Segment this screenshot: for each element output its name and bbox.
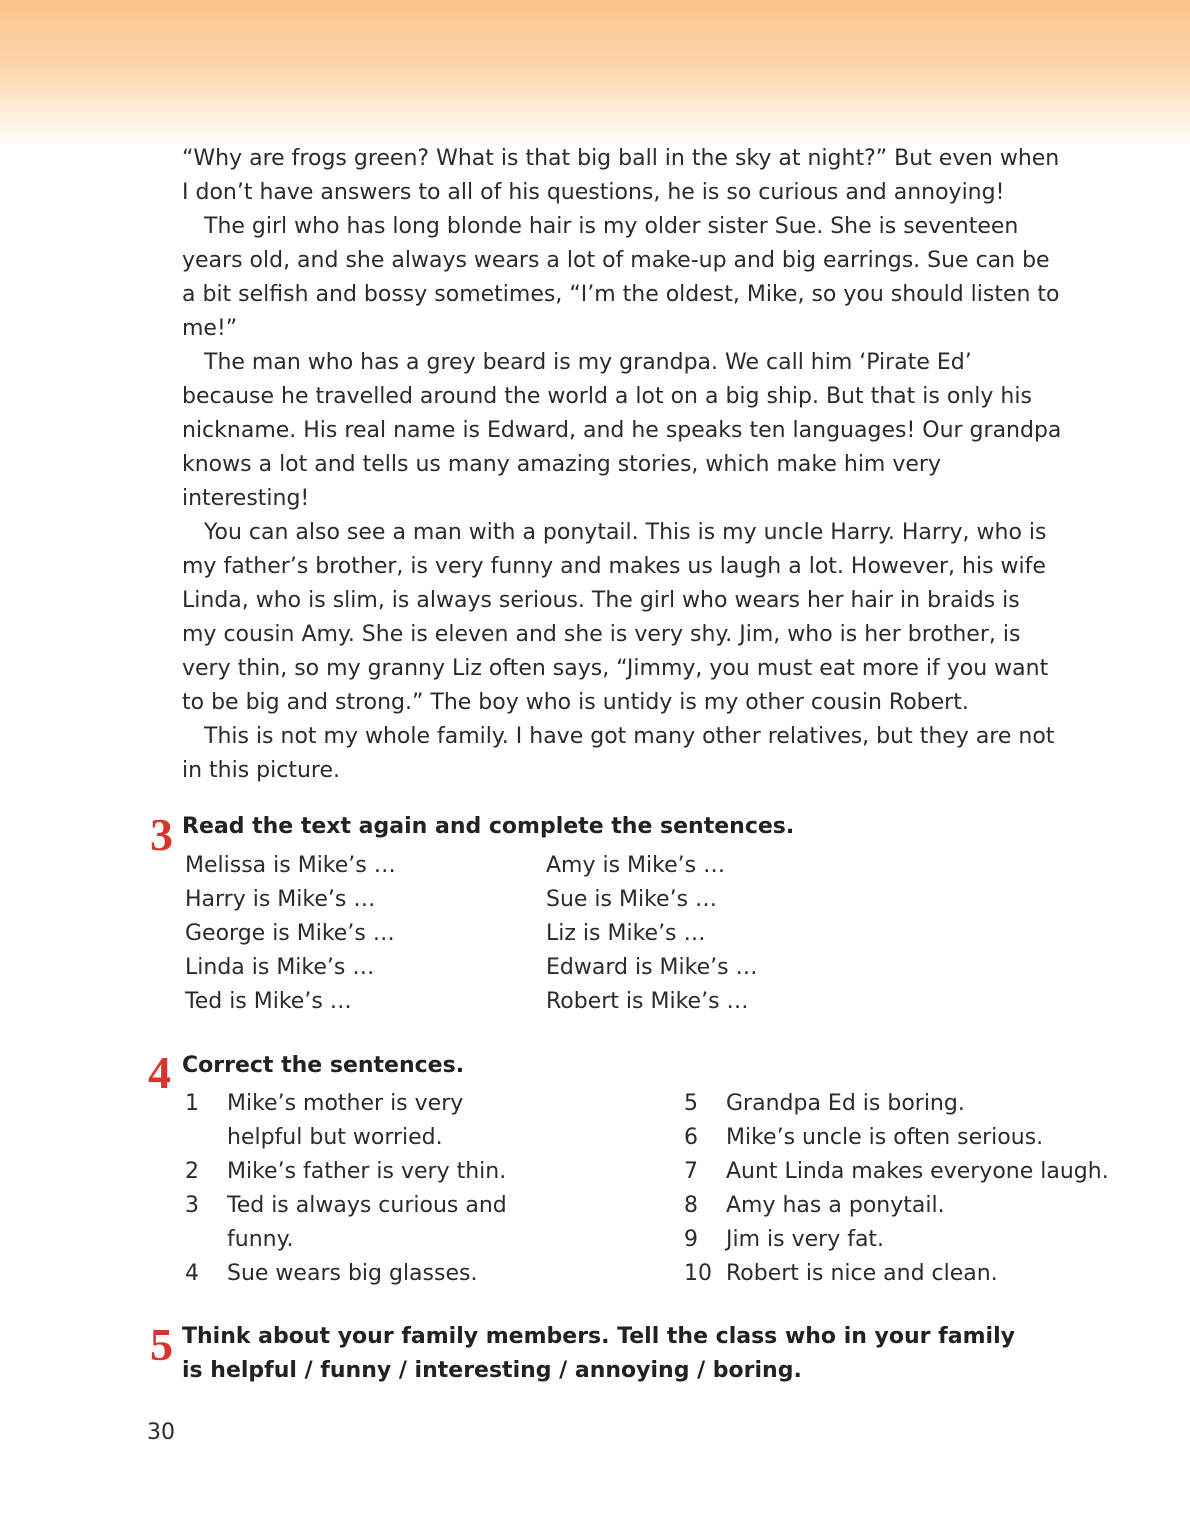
exercise-4-title: Correct the sentences. [182,1053,465,1078]
exercise-4-item [185,1155,507,1189]
exercise-3-right-column [546,849,758,1019]
item-number: 1 [185,1091,199,1116]
story-paragraph [182,142,1062,210]
exercise-4-item [185,1121,507,1155]
story-line: knows a lot and tells us many amazing stories, which make him very [182,452,941,477]
story-paragraph [182,346,1062,516]
exercise-3-sentence: Melissa is Mike’s … [185,853,396,878]
story-line: me!” [182,316,238,341]
exercise-4-item [684,1121,1109,1155]
item-text: Mike’s father is very thin. [227,1159,507,1184]
story-line: This is not my whole family. I have got many other relatives, but they are not [204,724,1055,749]
exercise-4-left-column [185,1087,507,1291]
story-line: The girl who has long blonde hair is my older sister Sue. She is seventeen [204,214,1019,239]
item-number: 9 [684,1227,698,1252]
exercise-3-title: Read the text again and complete the sentences. [182,814,795,839]
story-paragraph [182,210,1062,346]
item-number: 8 [684,1193,698,1218]
item-text: Mike’s mother is very [227,1091,464,1116]
exercise-3-sentence: George is Mike’s … [185,921,395,946]
exercise-4-item [185,1087,507,1121]
exercise-5-title-line: Think about your family members. Tell the class who in your family [182,1324,1015,1349]
item-number: 10 [684,1261,712,1286]
exercise-3-sentence: Harry is Mike’s … [185,887,376,912]
exercise-4-item [185,1223,507,1257]
exercise-5-title [182,1320,1015,1388]
item-number [185,1223,213,1257]
exercise-4-item [684,1189,1109,1223]
story-line: I don’t have answers to all of his questions, he is so curious and annoying! [182,180,1005,205]
exercise-4-item [684,1155,1109,1189]
item-number: 4 [185,1261,199,1286]
exercise-5-number: 5 [150,1319,173,1370]
exercise-5-title-line: is helpful / funny / interesting / annoying / boring. [182,1358,802,1383]
exercise-4-item [684,1257,1109,1291]
story-line: my father’s brother, is very funny and makes us laugh a lot. However, his wife [182,554,1046,579]
exercise-3-sentence: Ted is Mike’s … [185,989,352,1014]
exercise-3-sentence: Sue is Mike’s … [546,887,718,912]
item-number: 6 [684,1125,698,1150]
item-text: Jim is very fat. [726,1227,885,1252]
story-line: You can also see a man with a ponytail. This is my uncle Harry. Harry, who is [204,520,1047,545]
item-text: funny. [227,1227,294,1252]
exercise-3-sentence: Amy is Mike’s … [546,853,726,878]
story-line: in this picture. [182,758,341,783]
item-text: Aunt Linda makes everyone laugh. [726,1159,1109,1184]
exercise-4-item [185,1189,507,1223]
story-paragraph [182,516,1062,720]
exercise-3-sentence: Linda is Mike’s … [185,955,375,980]
exercise-3-sentence: Robert is Mike’s … [546,989,749,1014]
story-line: to be big and strong.” The boy who is untidy is my other cousin Robert. [182,690,969,715]
exercise-4-item [684,1223,1109,1257]
item-text: helpful but worried. [227,1125,443,1150]
page-number: 30 [147,1420,175,1445]
story-line: “Why are frogs green? What is that big ball in the sky at night?” But even when [182,146,1060,171]
item-number: 7 [684,1159,698,1184]
exercise-4-item [185,1257,507,1291]
exercise-4-number: 4 [148,1047,171,1098]
item-number: 3 [185,1193,199,1218]
header-band [0,0,1190,150]
exercise-3-left-column [185,849,396,1019]
story-line: nickname. His real name is Edward, and he speaks ten languages! Our grandpa [182,418,1062,443]
exercise-3-sentence: Liz is Mike’s … [546,921,706,946]
story-line: Linda, who is slim, is always serious. The girl who wears her hair in braids is [182,588,1020,613]
exercise-3-sentence: Edward is Mike’s … [546,955,758,980]
item-number: 5 [684,1091,698,1116]
item-number [185,1121,213,1155]
item-text: Robert is nice and clean. [726,1261,998,1286]
item-text: Sue wears big glasses. [227,1261,478,1286]
story-line: my cousin Amy. She is eleven and she is very shy. Jim, who is her brother, is [182,622,1021,647]
item-text: Ted is always curious and [227,1193,507,1218]
exercise-4-right-column [684,1087,1109,1291]
item-text: Amy has a ponytail. [726,1193,945,1218]
item-text: Grandpa Ed is boring. [726,1091,965,1116]
story-line: a bit selfish and bossy sometimes, “I’m the oldest, Mike, so you should listen to [182,282,1060,307]
story-text [182,142,1062,788]
story-line: very thin, so my granny Liz often says, “Jimmy, you must eat more if you want [182,656,1049,681]
story-line: years old, and she always wears a lot of make-up and big earrings. Sue can be [182,248,1050,273]
story-line: The man who has a grey beard is my grandpa. We call him ‘Pirate Ed’ [204,350,972,375]
item-number: 2 [185,1159,199,1184]
story-line: because he travelled around the world a lot on a big ship. But that is only his [182,384,1032,409]
exercise-3-number: 3 [150,809,173,860]
story-line: interesting! [182,486,310,511]
item-text: Mike’s uncle is often serious. [726,1125,1044,1150]
exercise-4-item [684,1087,1109,1121]
story-paragraph [182,720,1062,788]
